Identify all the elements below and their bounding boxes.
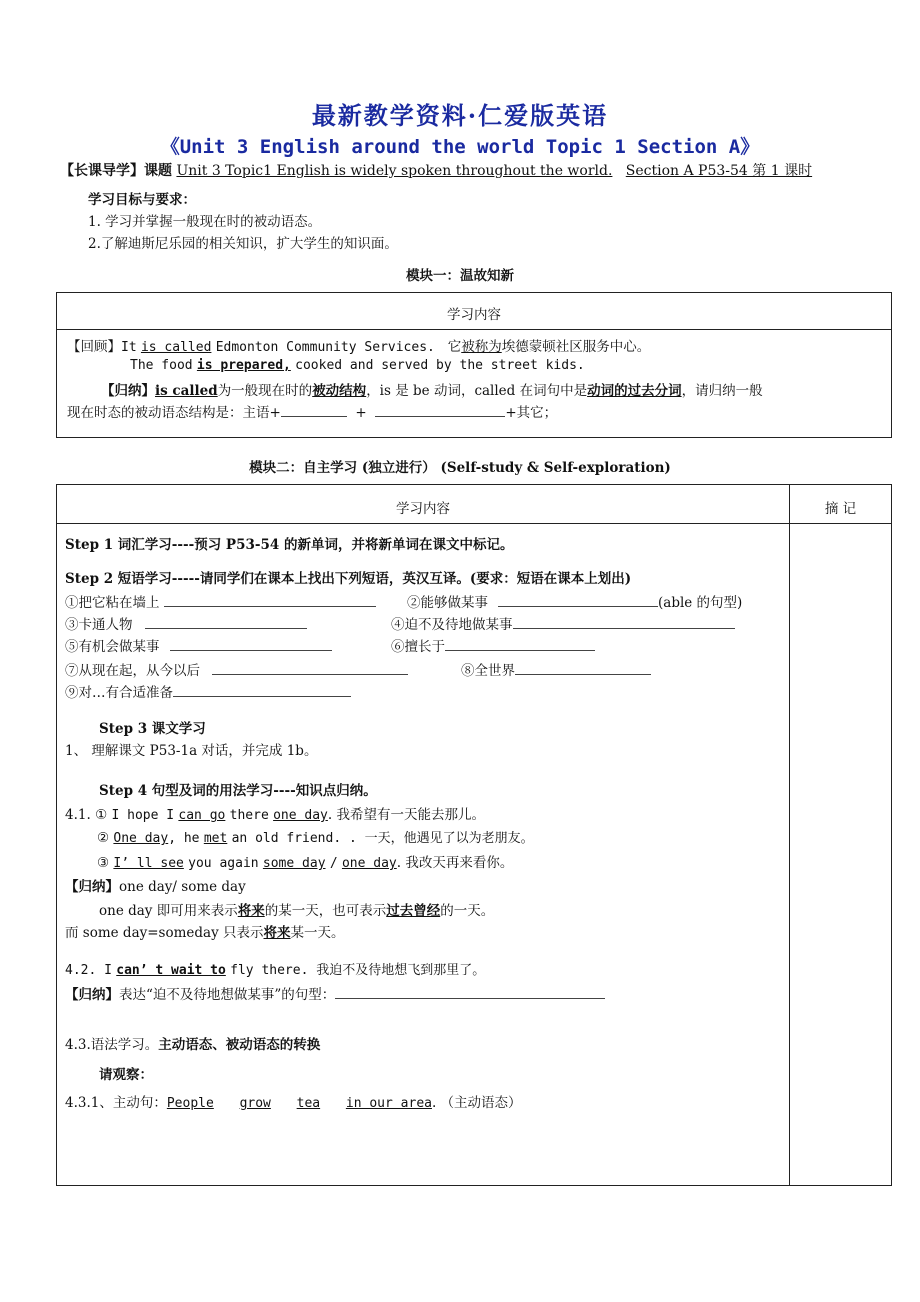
- summary-line-1: 【归纳】is called为一般现在时的被动结构，is 是 be 动词，called 在词句中是动词的过去分词，请归纳一般: [101, 383, 763, 399]
- phrase-4-blank[interactable]: [513, 616, 735, 629]
- review-is-called: is called: [140, 340, 212, 355]
- phrase-9-blank[interactable]: [173, 684, 351, 697]
- phrase-2-blank[interactable]: [498, 594, 658, 607]
- review-tag: 【回顾】: [67, 339, 121, 355]
- observe-label: 请观察：: [99, 1067, 153, 1083]
- course-section: Section A P53-54 第 1 课时: [625, 163, 813, 179]
- phrase-5-blank[interactable]: [170, 638, 332, 651]
- phrase-3: ③卡通人物: [65, 613, 307, 633]
- phrase-8-blank[interactable]: [515, 662, 651, 675]
- phrase-3-blank[interactable]: [145, 616, 307, 629]
- course-tag: 【长课导学】: [60, 163, 144, 179]
- phrase-1: ①把它粘在墙上: [65, 591, 376, 611]
- summary-4-1: 【归纳】one day/ some day: [65, 879, 246, 895]
- review-line-1: 【回顾】It is called Edmonton Community Services. 它被称为埃德蒙顿社区服务中心。: [67, 339, 651, 355]
- phrase-5: ⑤有机会做某事: [65, 635, 332, 655]
- sentence-4-1-1: 4.1. ① I hope I can go there one day. 我希望有一天能去那儿。: [65, 807, 485, 823]
- sentence-4-1-2: ② One day, he met an old friend. . 一天，他遇见了以为老朋友。: [97, 830, 534, 846]
- step3-item: 1、 理解课文 P53-1a 对话，并完成 1b。: [65, 743, 318, 759]
- module1-table-header: 学习内容: [447, 307, 501, 323]
- sentence-4-1-3: ③ I’ ll see you again some day / one day. 我改天再来看你。: [97, 855, 514, 871]
- phrase-8: ⑧全世界: [461, 659, 651, 679]
- module1-divider: [57, 329, 891, 330]
- course-line: [60, 160, 812, 180]
- document-title: 最新教学资料·仁爱版英语: [311, 101, 609, 130]
- phrase-9: ⑨对…有合适准备: [65, 681, 351, 701]
- module2-heading: 模块二：自主学习 (独立进行） (Self-study & Self-exploration): [249, 460, 671, 476]
- phrase-4: ④迫不及待地做某事: [391, 613, 735, 633]
- phrase-6-blank[interactable]: [445, 638, 595, 651]
- goals-heading: 学习目标与要求：: [88, 192, 196, 208]
- module2-table: [56, 484, 892, 1186]
- module1-table: [56, 292, 892, 438]
- review-is-prepared: is prepared,: [196, 358, 291, 373]
- phrase-1-blank[interactable]: [164, 594, 376, 607]
- step2-text: Step 2 短语学习-----请同学们在课本上找出下列短语，英汉互译。(要求：短语在课本上划出): [65, 571, 632, 587]
- phrase-7-blank[interactable]: [212, 662, 408, 675]
- phrase-2: ②能够做某事 (able 的句型): [407, 595, 743, 611]
- summary-tag: 【归纳】: [101, 383, 155, 399]
- course-topic: Unit 3 Topic1 English is widely spoken throughout the world.: [176, 163, 613, 179]
- sentence-4-3-1: 4.3.1、主动句：People grow tea in our area. （主动语态）: [65, 1095, 522, 1111]
- blank-2[interactable]: [375, 404, 505, 417]
- notes-column-divider: [789, 485, 790, 1185]
- phrase-7: ⑦从现在起，从今以后: [65, 659, 408, 679]
- summary-4-2: 【归纳】表达“迫不及待地想做某事”的句型：: [65, 983, 605, 1003]
- module1-heading: 模块一：温故知新: [406, 268, 514, 284]
- goal-item-2: 2.了解迪斯尼乐园的相关知识，扩大学生的知识面。: [88, 236, 398, 252]
- summary-4-2-blank[interactable]: [335, 986, 605, 999]
- step3-text: Step 3 课文学习: [99, 721, 206, 737]
- grammar-4-3: 4.3.语法学习。主动语态、被动语态的转换: [65, 1037, 321, 1053]
- summary-4-1-line1: one day 即可用来表示将来的某一天，也可表示过去曾经的一天。: [99, 903, 495, 919]
- blank-1[interactable]: [281, 404, 347, 417]
- goal-item-1: 1. 学习并掌握一般现在时的被动语态。: [88, 214, 322, 230]
- module2-col-content: 学习内容: [396, 501, 450, 517]
- step1-text: Step 1 词汇学习----预习 P53-54 的新单词，并将新单词在课文中标记。: [65, 537, 514, 553]
- step4-text: Step 4 句型及词的用法学习----知识点归纳。: [99, 783, 377, 799]
- summary-4-1-line2: 而 some day=someday 只表示将来某一天。: [65, 925, 345, 941]
- module2-header-divider: [57, 523, 891, 524]
- course-label: 课题: [144, 163, 172, 179]
- sentence-4-2: 4.2. I can’ t wait to fly there. 我迫不及待地想飞到那里了。: [65, 963, 486, 978]
- module2-col-notes: 摘 记: [824, 501, 857, 517]
- phrase-6: ⑥擅长于: [391, 635, 595, 655]
- summary-line-2: 现在时态的被动语态结构是：主语+ + +其它；: [67, 405, 558, 421]
- document-subtitle: 《Unit 3 English around the world Topic 1 Section A》: [160, 136, 760, 158]
- review-line-2: The food is prepared, cooked and served by the street kids.: [130, 358, 585, 373]
